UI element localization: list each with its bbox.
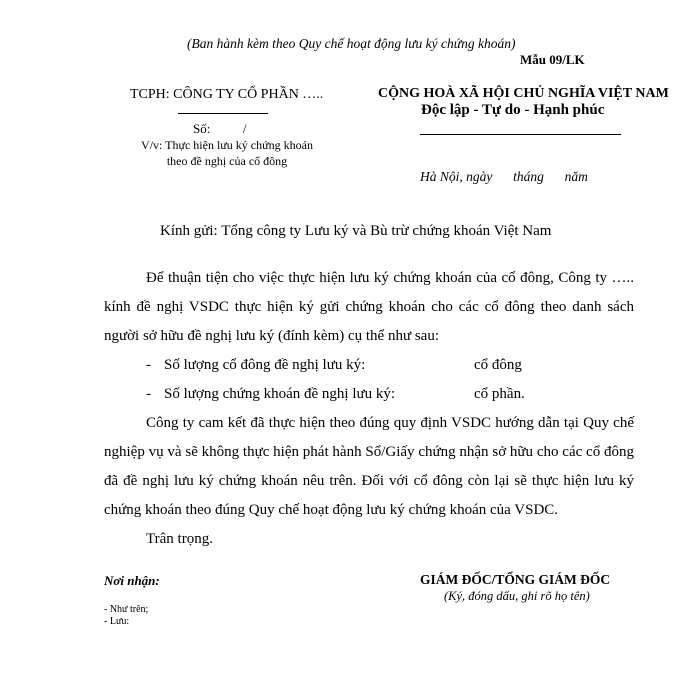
subject-line-2: theo đề nghị của cổ đông	[166, 154, 288, 168]
recipient-line: Kính gửi: Tổng công ty Lưu ký và Bù trừ chứng khoán Việt Nam	[160, 223, 552, 239]
motto-divider	[420, 134, 621, 135]
national-motto: Độc lập - Tự do - Hạnh phúc	[421, 102, 605, 118]
bullet-dash: -	[146, 357, 151, 373]
date-place: Hà Nội, ngày	[420, 169, 493, 184]
bullet-label: Số lượng cổ đông đề nghị lưu ký:	[164, 357, 366, 373]
subject-line-1: V/v: Thực hiện lưu ký chứng khoán	[141, 138, 313, 152]
date-year: năm	[564, 169, 588, 184]
date-line	[420, 169, 588, 185]
recipient-item: - Như trên;	[104, 604, 149, 615]
letter-body	[104, 264, 634, 554]
country-name: CỘNG HOÀ XÃ HỘI CHỦ NGHĨA VIỆT NAM	[378, 86, 669, 101]
date-month: tháng	[513, 169, 544, 184]
subject-block	[127, 137, 327, 169]
bullet-item	[104, 351, 634, 380]
recipients-list	[104, 604, 148, 628]
bullet-item	[104, 380, 634, 409]
closing-line: Trân trọng.	[146, 531, 213, 547]
bullet-unit: cổ đông	[474, 357, 522, 373]
bullet-dash: -	[146, 386, 151, 402]
issued-under-note: (Ban hành kèm theo Quy chế hoạt động lưu ký chứng khoán)	[187, 36, 516, 51]
form-code: Mẫu 09/LK	[520, 52, 585, 67]
body-paragraph-2: Công ty cam kết đã thực hiện theo đúng quy định VSDC hướng dẫn tại Quy chế nghiệp vụ và sẽ không thực hiện phát hành Sổ/Giấy chứng nhận sở hữu cho các cổ đông đã đề nghị lưu ký chứng khoán nêu trên. Đối với cổ đông còn lại sẽ thực hiện lưu ký chứng khoán theo đúng Quy chế hoạt động lưu ký chứng khoán của VSDC.	[104, 415, 634, 518]
document-number: Số: /	[193, 121, 247, 136]
issuer-divider	[178, 113, 268, 114]
issuer-name: TCPH: CÔNG TY CỔ PHẦN …..	[130, 87, 324, 102]
recipients-label: Nơi nhận:	[104, 573, 160, 588]
recipient-item: - Lưu:	[104, 616, 130, 627]
bullet-label: Số lượng chứng khoán đề nghị lưu ký:	[164, 386, 396, 402]
bullet-unit: cổ phần.	[474, 386, 525, 402]
body-paragraph-1: Để thuận tiện cho việc thực hiện lưu ký chứng khoán của cổ đông, Công ty ….. kính đề nghị VSDC thực hiện ký gửi chứng khoán cho các cổ đông theo danh sách người sở hữu đề nghị lưu ký (đính kèm) cụ thể như sau:	[104, 270, 634, 344]
signer-note: (Ký, đóng dấu, ghi rõ họ tên)	[444, 589, 590, 603]
signer-title: GIÁM ĐỐC/TỔNG GIÁM ĐỐC	[420, 572, 611, 587]
